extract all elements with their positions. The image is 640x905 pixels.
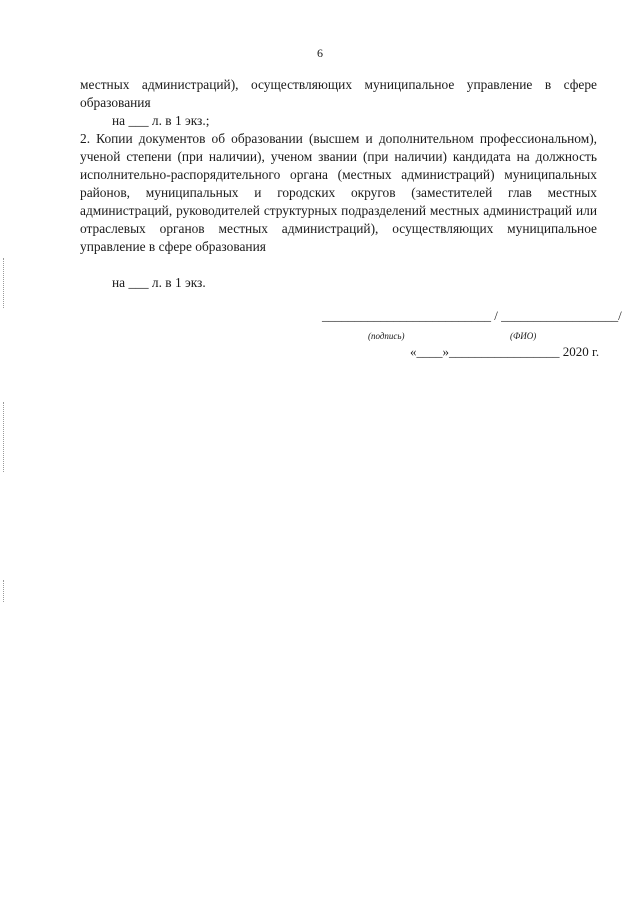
paragraph-continuation: местных администраций), осуществляющих муниципальное управление в сфере образования (80, 77, 597, 110)
sheet-count-line-2: на ___ л. в 1 экз. (112, 275, 206, 290)
paragraph-item-2: 2. Копии документов об образовании (высшем и дополнительном профессиональном), ученой степени (при наличии), ученом звании (при наличии) кандидата на должность исполнительно-распорядительного органа (местных администраций) муниципальных районов, муниципальных и городских округов (заместителей глав местных администраций, руководителей структурных подразделений местных администраций или отраслевых органов местных администраций), осуществляющих муниципальное управление в сфере образования (80, 131, 597, 254)
page-number: 6 (317, 46, 323, 60)
scan-margin-marks (3, 402, 6, 472)
signature-caption: (подпись) (368, 331, 405, 341)
scan-margin-marks (3, 258, 6, 308)
sheet-count-line-1: на ___ л. в 1 экз.; (112, 113, 210, 128)
date-line: «____»_________________ 2020 г. (410, 344, 600, 359)
signature-line: __________________________ / __________________/ (322, 308, 622, 323)
full-name-caption: (ФИО) (510, 331, 537, 341)
scan-margin-marks (3, 580, 6, 602)
